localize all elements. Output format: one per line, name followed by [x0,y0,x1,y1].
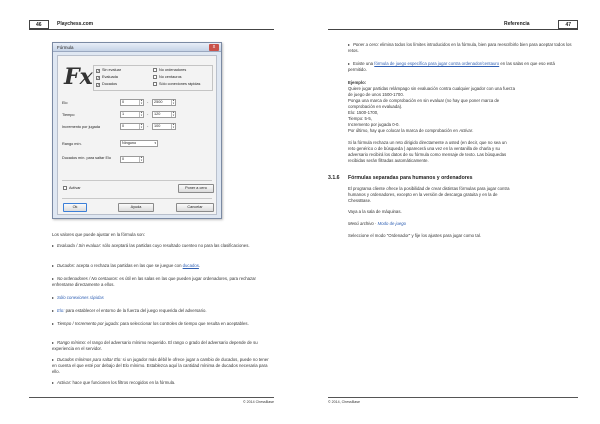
ducados-link[interactable]: ducados [182,263,199,268]
paragraph-line: Si la fórmula rechaza un reto dirigido directamente a usted (en decir, que no sea un [348,140,507,145]
list-item [52,321,274,327]
item-after: . [198,263,201,268]
checkbox-no-centauros[interactable] [153,75,182,80]
incremento-min-input[interactable] [120,123,144,130]
tiempo-label: Tiempo [62,113,75,117]
list-item [52,243,274,249]
formula-especifica-link[interactable]: fórmula de juego específica para jugar contra ordenador/centauro [374,61,500,66]
range-separator: - [147,112,149,116]
item-term: Rango mínimo: [57,340,87,345]
checkbox-box[interactable] [153,75,157,79]
spin-arrows-icon[interactable]: ▲ ▼ [172,111,175,117]
header-title: Referencia [504,21,530,27]
item-text: el rango del adversario mínimo requerido. El rango o grado del adversario depende de su experiencia en el servidor. [52,340,258,351]
formula-dialog [52,42,222,219]
close-button[interactable]: x [209,44,219,51]
item-text: hace que funcionen los filtros recogidos en la fórmula. [71,380,176,385]
intro-text: Los valores que puede ajustar en la fórmula son: [52,232,145,237]
ayuda-button[interactable]: Ayuda [118,203,154,212]
item-after: en las salas en que eso está permitido. [348,61,555,72]
paragraph-line: El programa cliente ofrece la posibilidad de crear distintas fórmulas para jugar contra [348,186,510,191]
checkbox-no-ordenadores[interactable] [153,68,186,73]
spin-arrows-icon[interactable]: ▲ ▼ [172,123,175,129]
list-item [348,61,572,73]
item-text: sólo aceptará las partidas cuyo resultado cuenteo no para las clasificaciones. [101,243,250,248]
item-text: es útil en las salas en las que pueden jugar ordenadores, para rechazar enfrentarse directamente a ellos. [52,276,256,287]
example-line: comprobación en evaluada). [348,104,403,109]
example-term: Activar [459,128,473,133]
paragraph [348,186,574,204]
item-text: Existe una [353,61,375,66]
item-term: Tiempo / Incremento por jugada: [57,321,120,326]
bullet-arrow-icon: ▸ [52,308,55,313]
item-text: elimina todos los límites introducidos en la fórmula, bien para reescribirlo bien para aceptar todos los retos. [348,42,572,53]
vaya-text: Vaya a la sala de máquinas. [348,209,402,214]
list-item [52,308,274,314]
cancelar-button[interactable]: Cancelar [176,203,214,212]
example-line-text: Por último, hay que colocar la marca de comprobación en [348,128,460,133]
chevron-down-icon: ▾ [154,141,156,145]
tiempo-min-input[interactable] [120,111,144,118]
checkbox-label: No centauros [159,75,182,79]
example-line [348,128,574,134]
bullet-arrow-icon: ▸ [52,276,55,281]
spin-arrows-icon[interactable]: ▲ ▼ [172,99,175,105]
item-term: Elo: [57,308,65,313]
list-item [52,263,274,269]
checkbox-box[interactable] [153,68,157,72]
checkbox-box[interactable] [153,82,157,86]
menu-item-modo-juego[interactable]: Modo de juego [377,221,407,226]
separator-line [62,180,212,181]
elo-min-value: 0 [122,100,125,104]
dialog-title: Fórmula [53,43,221,52]
example-line: Elo: 1500-1700, [348,110,379,115]
bullet-arrow-icon: ▸ [348,42,351,47]
range-separator: - [147,124,149,128]
paragraph-line: adversario recibirá los datos de su fórmula como mensaje de texto. Las búsquedas [348,152,507,157]
bullet-arrow-icon: ▸ [52,263,55,268]
bullet-arrow-icon: ▸ [52,380,55,385]
example-line: de juego de unos 1500-1700. [348,92,404,97]
elo-min-input[interactable] [120,99,144,106]
list-item [52,276,274,288]
item-term: Sólo conexiones rápidas [57,295,104,300]
checkbox-label: No ordenadores [159,68,187,72]
rango-label: Rango mín. [62,142,82,146]
bullet-arrow-icon: ▸ [52,357,55,362]
example-line: Tiempo: 5-5, [348,116,372,121]
right-page-header [328,20,578,30]
item-text: para establecer el entorno de la fuerza del juego requerida del adversario. [64,308,207,313]
formula-icon: Fx [64,64,93,90]
seleccione-text: Seleccione el modo "Ordenador" y fije los ajustes para jugar como tal. [348,233,481,238]
item-text: si un jugador más débil le ofrece jugar a cambio de ducados, puede no tener en cuenta el que esté por debajo del Elo mínimo. Establezca aquí la cantidad mínima de ducados necesaria para ello. [52,357,269,374]
page-number: 47 [558,20,578,29]
ok-button[interactable]: Ok [63,203,87,212]
item-term: Ducados: [57,263,76,268]
ducados-min-input[interactable] [120,156,144,163]
checkbox-sin-evaluar[interactable] [96,68,121,73]
example-line: Quiere jugar partidas relámpago sin evaluación contra cualquier jugador con una fuerza [348,86,515,91]
checkbox-box[interactable]: ✓ [97,69,100,73]
checkbox-evaluada[interactable] [96,75,118,80]
item-term: Activar: [57,380,72,385]
tiempo-max-input[interactable] [152,111,176,118]
checkbox-label: Sólo conexiones rápidas [159,82,201,86]
item-text: acepta o rechaza las partidas en las que se juegue con [75,263,183,268]
incremento-min-value: 0 [122,124,125,128]
paragraph-line: recibidas serán filtradas automáticamente. [348,158,429,163]
section-title: Fórmulas separadas para humanos y ordenadores [348,175,473,181]
incremento-max-value: 100 [154,124,161,128]
bullet-arrow-icon: ▸ [52,243,55,248]
ducados-min-label: Ducados mín. para saltar Elo [62,156,111,160]
menu-path-separator: · [373,221,378,226]
checkbox-solo-rapidas[interactable] [153,82,200,87]
checkbox-label: Evaluada [102,75,118,79]
menu-item-archivo: Menú archivo [348,221,374,226]
right-page-footer: © 2014, ChessBase [328,397,578,405]
left-page-footer: © 2014 ChessBase [29,397,274,405]
section-number: 3.1.6 [328,175,340,181]
incremento-max-input[interactable] [152,123,176,130]
dialog-body [57,55,217,215]
example-block [348,80,574,134]
list-item [348,42,572,54]
separator-line [62,198,212,199]
tiempo-min-value: 1 [122,112,125,116]
bullet-arrow-icon: ▸ [52,295,55,300]
list-item [52,357,274,375]
bullet-arrow-icon: ▸ [348,61,351,66]
paragraph [348,140,574,164]
checkbox-label: Activar [69,186,81,190]
bullet-arrow-icon: ▸ [52,321,55,326]
paragraph-line: humanos y ordenadores, excepto en la versión de descarga gratuita y en la de [348,192,498,197]
item-term: Ducados mínimos para saltar Elo: [57,357,122,362]
header-title: Playchess.com [57,21,94,27]
item-text: para seleccionar los controles de tiempo que resulta en aceptables. [119,321,249,326]
item-term: Evaluada / Sin evaluar: [57,243,102,248]
spin-arrows-icon[interactable]: ▲ ▼ [140,111,143,117]
ducados-min-value: 0 [122,157,125,161]
example-after: . [472,128,474,133]
example-line: Ponga una marca de comprobación en sin evaluar (no hay que poner marca de [348,98,500,103]
menu-path [348,221,574,227]
paragraph-line: reto genérico o de búsqueda ) aparecerá una vez en la ventanilla de charla y su [348,146,500,151]
elo-max-value: 2500 [154,100,163,104]
example-title: Ejemplo: [348,80,367,85]
spin-arrows-icon[interactable]: ▲ ▼ [140,99,143,105]
rango-select[interactable] [120,140,158,147]
bullet-arrow-icon: ▸ [52,340,55,345]
checkbox-label: Sin evaluar [102,68,121,72]
checkbox-ducados[interactable] [96,82,117,87]
elo-label: Elo [62,101,68,105]
left-page-header [29,20,274,30]
page-number: 46 [29,20,49,29]
list-item [52,340,274,352]
right-page [300,0,600,424]
list-item [52,380,274,386]
checkbox-box[interactable]: ✓ [97,83,100,87]
list-item [52,295,274,301]
tiempo-max-value: 120 [154,112,161,116]
elo-max-input[interactable] [152,99,176,106]
checkbox-label: Ducados [102,82,117,86]
spin-arrows-icon[interactable]: ▲ ▼ [140,123,143,129]
range-separator: - [147,100,149,104]
poner-a-cero-button[interactable]: Poner a cero [178,184,214,193]
incremento-label: Incremento por jugada [62,125,100,129]
paragraph-line: ChessBase. [348,198,372,203]
example-line: Incremento por jugada 0-0. [348,122,400,127]
rango-value: Ninguno [122,141,137,145]
checkbox-box[interactable]: ✓ [97,76,100,80]
item-term: No ordenadores / No centauros: [57,276,119,281]
checkbox-activar[interactable] [63,186,81,191]
checkbox-box[interactable] [63,186,67,190]
spin-arrows-icon[interactable]: ▲ ▼ [140,156,143,162]
item-term: Poner a cero: [353,42,379,47]
